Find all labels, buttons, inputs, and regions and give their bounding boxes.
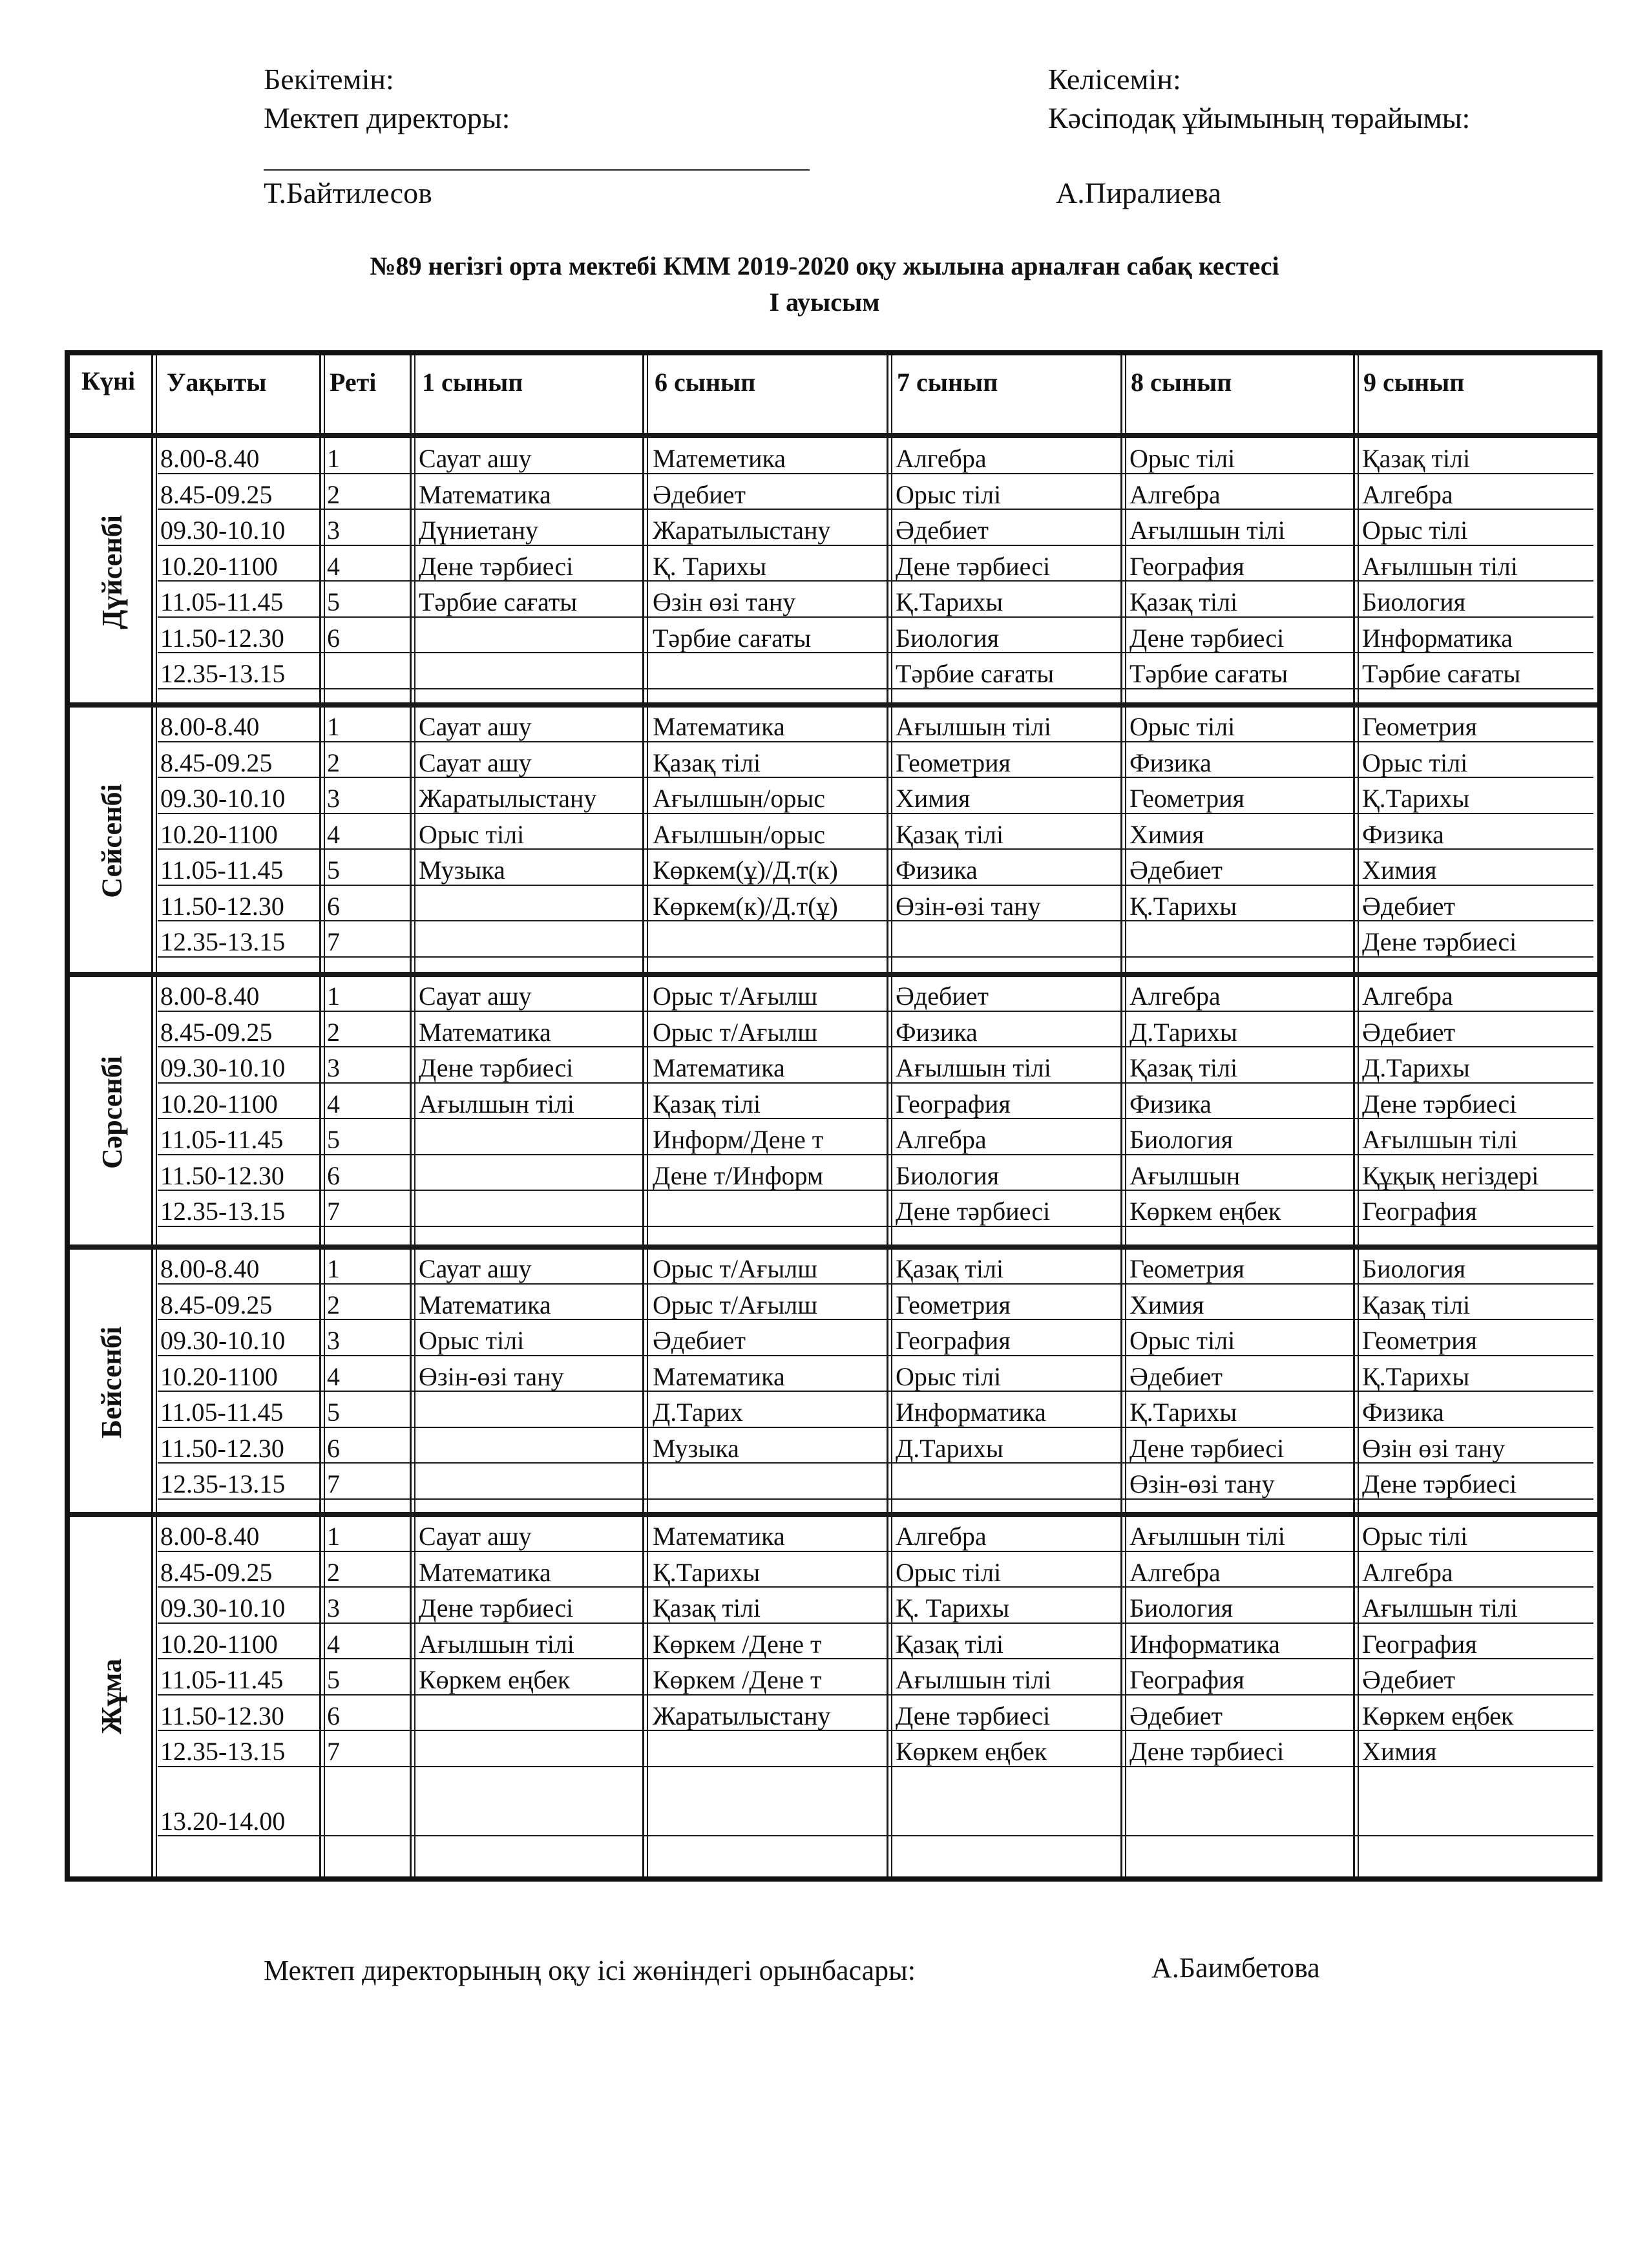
subject-cell: Дене т/Информ bbox=[653, 1160, 824, 1190]
time-cell: 10.20-1100 bbox=[160, 1361, 278, 1391]
subject-cell: Алгебра bbox=[1362, 479, 1453, 509]
director-name: Т.Байтилесов bbox=[264, 176, 432, 209]
order-cell: 2 bbox=[327, 1017, 340, 1047]
order-cell: 7 bbox=[327, 1737, 340, 1766]
subject-cell: Сауат ашу bbox=[419, 1254, 532, 1283]
order-cell: 7 bbox=[327, 1197, 340, 1226]
day-label bbox=[70, 1516, 154, 1876]
subject-cell: Музыка bbox=[653, 1433, 739, 1463]
subject-cell: Физика bbox=[1129, 748, 1212, 777]
order-cell: 2 bbox=[327, 1290, 340, 1319]
time-cell: 11.50-12.30 bbox=[160, 891, 284, 921]
subject-cell: Әдебиет bbox=[1362, 1665, 1455, 1694]
subject-cell: Қазақ тілі bbox=[653, 748, 761, 777]
subject-cell: Қазақ тілі bbox=[896, 1629, 1004, 1659]
director-role: Мектеп директоры: bbox=[264, 101, 510, 134]
time-cell: 10.20-1100 bbox=[160, 1089, 278, 1118]
subject-cell: Геометрия bbox=[896, 1290, 1011, 1319]
subject-cell: Әдебиет bbox=[1362, 891, 1455, 921]
subject-cell: Тәрбие сағаты bbox=[1129, 659, 1288, 688]
header-separator bbox=[70, 433, 1597, 438]
subject-cell: Қ.Тарихы bbox=[1129, 1398, 1237, 1427]
subject-cell: Өзін-өзі тану bbox=[896, 891, 1041, 921]
subject-cell: Ағылшын тілі bbox=[1129, 1522, 1285, 1551]
time-cell: 10.20-1100 bbox=[160, 1629, 278, 1659]
schedule-title: №89 негізгі орта мектебі КММ 2019-2020 оқу жылына арналған сабақ кестесі bbox=[370, 251, 1279, 280]
subject-cell: Сауат ашу bbox=[419, 712, 532, 741]
row-rule bbox=[158, 1118, 1593, 1119]
time-cell: 8.00-8.40 bbox=[160, 712, 260, 741]
time-cell: 09.30-10.10 bbox=[160, 516, 286, 545]
day-name: Бейсенбі bbox=[96, 1326, 128, 1438]
subject-cell: Математика bbox=[419, 1557, 551, 1587]
subject-cell: Әдебиет bbox=[653, 1326, 746, 1355]
order-cell: 5 bbox=[327, 856, 340, 885]
subject-cell: Геометрия bbox=[1362, 1326, 1477, 1355]
subject-cell: Қазақ тілі bbox=[1362, 1290, 1471, 1319]
subject-cell: Биология bbox=[1129, 1593, 1234, 1622]
subject-cell: Тәрбие сағаты bbox=[419, 587, 578, 616]
subject-cell: Математика bbox=[419, 479, 551, 509]
column-divider bbox=[156, 355, 157, 1880]
order-cell: 1 bbox=[327, 982, 340, 1011]
order-cell: 7 bbox=[327, 1469, 340, 1498]
subject-cell: Қазақ тілі bbox=[896, 1254, 1004, 1283]
order-cell: 6 bbox=[327, 1433, 340, 1463]
order-cell: 4 bbox=[327, 1629, 340, 1659]
order-cell: 5 bbox=[327, 1665, 340, 1694]
subject-cell: Сауат ашу bbox=[419, 1522, 532, 1551]
row-rule bbox=[158, 1730, 1593, 1731]
order-cell: 6 bbox=[327, 891, 340, 921]
subject-cell: Жаратылыстану bbox=[653, 1701, 831, 1730]
row-rule bbox=[158, 1319, 1593, 1320]
row-rule bbox=[158, 580, 1593, 582]
row-rule bbox=[158, 652, 1593, 653]
subject-cell: Химия bbox=[1362, 856, 1437, 885]
row-rule bbox=[158, 1154, 1593, 1155]
order-cell: 2 bbox=[327, 1557, 340, 1587]
subject-cell: Тәрбие сағаты bbox=[896, 659, 1055, 688]
subject-cell: Физика bbox=[896, 856, 978, 885]
time-cell: 11.50-12.30 bbox=[160, 623, 284, 653]
subject-cell: Орыс тілі bbox=[419, 1326, 525, 1355]
row-rule bbox=[158, 1551, 1593, 1552]
subject-cell: Сауат ашу bbox=[419, 982, 532, 1011]
row-rule bbox=[158, 1082, 1593, 1084]
subject-cell: Орыс тілі bbox=[1129, 444, 1235, 473]
approve-label: Бекітемін: bbox=[264, 63, 394, 96]
header-class-4: 8 сынып bbox=[1131, 368, 1232, 397]
row-rule bbox=[158, 1835, 1593, 1836]
subject-cell: Химия bbox=[1129, 1290, 1204, 1319]
order-cell: 1 bbox=[327, 712, 340, 741]
row-rule bbox=[158, 1427, 1593, 1428]
time-cell: 8.45-09.25 bbox=[160, 479, 273, 509]
row-rule bbox=[158, 1391, 1593, 1392]
row-rule bbox=[158, 509, 1593, 510]
day-name: Жұма bbox=[96, 1658, 128, 1734]
subject-cell: Ағылшын тілі bbox=[1362, 1125, 1518, 1154]
subject-cell: Әдебиет bbox=[1129, 1701, 1223, 1730]
subject-cell: Химия bbox=[896, 784, 971, 813]
time-cell: 8.00-8.40 bbox=[160, 1254, 260, 1283]
row-rule bbox=[158, 885, 1593, 886]
subject-cell: Математика bbox=[653, 1522, 785, 1551]
subject-cell: Алгебра bbox=[896, 1522, 987, 1551]
subject-cell: Ағылшын тілі bbox=[419, 1629, 574, 1659]
subject-cell: Әдебиет bbox=[896, 516, 989, 545]
subject-cell: Қ.Тарихы bbox=[1362, 784, 1470, 813]
time-cell: 10.20-1100 bbox=[160, 551, 278, 581]
subject-cell: Биология bbox=[1362, 587, 1466, 616]
time-cell: 11.50-12.30 bbox=[160, 1160, 284, 1190]
header-time: Уақыты bbox=[167, 368, 267, 397]
row-rule bbox=[158, 848, 1593, 850]
order-cell: 4 bbox=[327, 1361, 340, 1391]
row-rule bbox=[158, 473, 1593, 474]
subject-cell: Информатика bbox=[1362, 623, 1513, 653]
row-rule bbox=[158, 688, 1593, 689]
subject-cell: Физика bbox=[1129, 1089, 1212, 1118]
day-label bbox=[70, 976, 154, 1248]
subject-cell: Көркем еңбек bbox=[896, 1737, 1047, 1766]
subject-cell: Математика bbox=[419, 1017, 551, 1047]
schedule-table bbox=[65, 350, 1602, 1882]
subject-cell: Дене тәрбиесі bbox=[1362, 927, 1517, 956]
subject-cell: Қ.Тарихы bbox=[653, 1557, 761, 1587]
subject-cell: Әдебиет bbox=[653, 479, 746, 509]
subject-cell: Дене тәрбиесі bbox=[896, 551, 1051, 581]
subject-cell: Әдебиет bbox=[896, 982, 989, 1011]
subject-cell: География bbox=[1362, 1197, 1477, 1226]
time-cell: 8.45-09.25 bbox=[160, 1017, 273, 1047]
time-cell: 12.35-13.15 bbox=[160, 1737, 286, 1766]
header-day: Күні bbox=[81, 366, 136, 395]
subject-cell: Дене тәрбиесі bbox=[1362, 1469, 1517, 1498]
subject-cell: Алгебра bbox=[896, 1125, 987, 1154]
subject-cell: Математика bbox=[419, 1290, 551, 1319]
subject-cell: Қазақ тілі bbox=[653, 1089, 761, 1118]
row-rule bbox=[158, 777, 1593, 778]
subject-cell: Информатика bbox=[896, 1398, 1046, 1427]
subject-cell: Д.Тарихы bbox=[896, 1433, 1003, 1463]
row-rule bbox=[158, 1498, 1593, 1500]
row-rule bbox=[158, 1046, 1593, 1047]
order-cell: 5 bbox=[327, 1125, 340, 1154]
subject-cell: Көркем еңбек bbox=[419, 1665, 571, 1694]
subject-cell: Өзін-өзі тану bbox=[1129, 1469, 1275, 1498]
order-cell: 2 bbox=[327, 479, 340, 509]
row-rule bbox=[158, 545, 1593, 546]
subject-cell: Ағылшын bbox=[1129, 1160, 1241, 1190]
time-cell: 8.45-09.25 bbox=[160, 748, 273, 777]
day-name: Сейсенбі bbox=[96, 784, 128, 898]
subject-cell: География bbox=[1129, 551, 1245, 581]
subject-cell: Ағылшын/орыс bbox=[653, 784, 825, 813]
subject-cell: Орыс тілі bbox=[896, 1557, 1002, 1587]
subject-cell: Көркем(к)/Д.т(ұ) bbox=[653, 891, 838, 921]
subject-cell: Физика bbox=[896, 1017, 978, 1047]
subject-cell: Ағылшын тілі bbox=[1362, 551, 1518, 581]
time-cell: 11.05-11.45 bbox=[160, 1665, 284, 1694]
time-cell: 8.00-8.40 bbox=[160, 982, 260, 1011]
order-cell: 3 bbox=[327, 1593, 340, 1622]
row-rule bbox=[158, 1190, 1593, 1191]
subject-cell: Сауат ашу bbox=[419, 444, 532, 473]
subject-cell: Биология bbox=[1129, 1125, 1234, 1154]
shift-label: І ауысым bbox=[769, 288, 880, 317]
subject-cell: Математика bbox=[653, 712, 785, 741]
subject-cell: Матеметика bbox=[653, 444, 786, 473]
subject-cell: Дене тәрбиесі bbox=[1129, 623, 1285, 653]
subject-cell: Сауат ашу bbox=[419, 748, 532, 777]
row-rule bbox=[158, 1355, 1593, 1356]
subject-cell: Орыс тілі bbox=[1362, 1522, 1468, 1551]
time-cell: 09.30-10.10 bbox=[160, 1053, 286, 1082]
header-class-1: 1 сынып bbox=[422, 368, 523, 397]
subject-cell: Қ. Тарихы bbox=[896, 1593, 1010, 1622]
subject-cell: Ағылшын тілі bbox=[896, 1665, 1051, 1694]
order-cell: 1 bbox=[327, 1522, 340, 1551]
order-cell: 1 bbox=[327, 444, 340, 473]
subject-cell: Жаратылыстану bbox=[419, 784, 597, 813]
time-cell: 10.20-1100 bbox=[160, 819, 278, 849]
subject-cell: Дене тәрбиесі bbox=[419, 1053, 574, 1082]
subject-cell: Дене тәрбиесі bbox=[896, 1197, 1051, 1226]
time-cell: 8.45-09.25 bbox=[160, 1290, 273, 1319]
subject-cell: Дене тәрбиесі bbox=[419, 1593, 574, 1622]
subject-cell: Орыс тілі bbox=[1129, 1326, 1235, 1355]
time-cell: 13.20-14.00 bbox=[160, 1806, 286, 1836]
subject-cell: Д.Тарих bbox=[653, 1398, 743, 1427]
subject-cell: Алгебра bbox=[1362, 1557, 1453, 1587]
subject-cell: Дүниетану bbox=[419, 516, 538, 545]
time-cell: 09.30-10.10 bbox=[160, 784, 286, 813]
day-separator bbox=[70, 702, 1597, 708]
subject-cell: Биология bbox=[1362, 1254, 1466, 1283]
subject-cell: Әдебиет bbox=[1129, 856, 1223, 885]
subject-cell: География bbox=[1129, 1665, 1245, 1694]
subject-cell: Дене тәрбиесі bbox=[896, 1701, 1051, 1730]
subject-cell: Дене тәрбиесі bbox=[1129, 1737, 1285, 1766]
subject-cell: Музыка bbox=[419, 856, 505, 885]
row-rule bbox=[158, 1658, 1593, 1659]
subject-cell: Қ.Тарихы bbox=[1129, 891, 1237, 921]
row-rule bbox=[158, 920, 1593, 921]
subject-cell: Д.Тарихы bbox=[1362, 1053, 1470, 1082]
subject-cell: Математика bbox=[653, 1361, 785, 1391]
subject-cell: Математика bbox=[653, 1053, 785, 1082]
subject-cell: Тәрбие сағаты bbox=[1362, 659, 1521, 688]
subject-cell: Информ/Дене т bbox=[653, 1125, 824, 1154]
time-cell: 12.35-13.15 bbox=[160, 1197, 286, 1226]
time-cell: 11.05-11.45 bbox=[160, 856, 284, 885]
day-separator bbox=[70, 972, 1597, 977]
subject-cell: Қазақ тілі bbox=[1362, 444, 1471, 473]
order-cell: 3 bbox=[327, 1326, 340, 1355]
subject-cell: Орыс тілі bbox=[896, 479, 1002, 509]
day-separator bbox=[70, 1512, 1597, 1517]
subject-cell: Дене тәрбиесі bbox=[419, 551, 574, 581]
subject-cell: Биология bbox=[896, 623, 1000, 653]
subject-cell: Құқық негіздері bbox=[1362, 1160, 1539, 1190]
order-cell: 3 bbox=[327, 1053, 340, 1082]
header-class-2: 6 сынып bbox=[655, 368, 756, 397]
row-rule bbox=[158, 1226, 1593, 1227]
row-rule bbox=[158, 1766, 1593, 1767]
subject-cell: Алгебра bbox=[1129, 982, 1221, 1011]
subject-cell: Көркем /Дене т bbox=[653, 1665, 822, 1694]
subject-cell: Геометрия bbox=[1362, 712, 1477, 741]
time-cell: 11.50-12.30 bbox=[160, 1433, 284, 1463]
signature-line bbox=[264, 169, 810, 171]
row-rule bbox=[158, 616, 1593, 618]
subject-cell: Жаратылыстану bbox=[653, 516, 831, 545]
subject-cell: Қазақ тілі bbox=[1129, 1053, 1238, 1082]
union-role: Кәсіподақ ұйымының төрайымы: bbox=[1048, 101, 1471, 134]
subject-cell: Ағылшын тілі bbox=[1129, 516, 1285, 545]
subject-cell: География bbox=[896, 1326, 1011, 1355]
subject-cell: Көркем еңбек bbox=[1362, 1701, 1514, 1730]
subject-cell: Орыс т/Ағылш bbox=[653, 1290, 818, 1319]
subject-cell: Қ.Тарихы bbox=[896, 587, 1003, 616]
subject-cell: Орыс т/Ағылш bbox=[653, 1017, 818, 1047]
subject-cell: Геометрия bbox=[896, 748, 1011, 777]
time-cell: 8.45-09.25 bbox=[160, 1557, 273, 1587]
order-cell: 7 bbox=[327, 927, 340, 956]
time-cell: 8.00-8.40 bbox=[160, 444, 260, 473]
subject-cell: Тәрбие сағаты bbox=[653, 623, 812, 653]
row-rule bbox=[158, 1694, 1593, 1696]
subject-cell: Дене тәрбиесі bbox=[1129, 1433, 1285, 1463]
subject-cell: Орыс тілі bbox=[1362, 748, 1468, 777]
subject-cell: Физика bbox=[1362, 1398, 1444, 1427]
subject-cell: Өзін өзі тану bbox=[1362, 1433, 1506, 1463]
subject-cell: Алгебра bbox=[1129, 1557, 1221, 1587]
subject-cell: Информатика bbox=[1129, 1629, 1280, 1659]
order-cell: 1 bbox=[327, 1254, 340, 1283]
time-cell: 09.30-10.10 bbox=[160, 1593, 286, 1622]
subject-cell: Әдебиет bbox=[1362, 1017, 1455, 1047]
header-class-5: 9 сынып bbox=[1363, 368, 1465, 397]
subject-cell: Қ. Тарихы bbox=[653, 551, 767, 581]
subject-cell: Көркем /Дене т bbox=[653, 1629, 822, 1659]
order-cell: 3 bbox=[327, 784, 340, 813]
time-cell: 12.35-13.15 bbox=[160, 927, 286, 956]
day-name: Дүйсенбі bbox=[96, 515, 128, 629]
subject-cell: Ағылшын тілі bbox=[896, 712, 1051, 741]
order-cell: 6 bbox=[327, 1160, 340, 1190]
day-label bbox=[70, 1248, 154, 1516]
subject-cell: Алгебра bbox=[1362, 982, 1453, 1011]
time-cell: 09.30-10.10 bbox=[160, 1326, 286, 1355]
subject-cell: Орыс тілі bbox=[896, 1361, 1002, 1391]
subject-cell: Көркем еңбек bbox=[1129, 1197, 1281, 1226]
time-cell: 12.35-13.15 bbox=[160, 1469, 286, 1498]
order-cell: 4 bbox=[327, 551, 340, 581]
order-cell: 4 bbox=[327, 819, 340, 849]
order-cell: 4 bbox=[327, 1089, 340, 1118]
subject-cell: Өзін өзі тану bbox=[653, 587, 796, 616]
subject-cell: Өзін-өзі тану bbox=[419, 1361, 564, 1391]
time-cell: 12.35-13.15 bbox=[160, 659, 286, 688]
time-cell: 11.05-11.45 bbox=[160, 1398, 284, 1427]
subject-cell: Ағылшын тілі bbox=[896, 1053, 1051, 1082]
time-cell: 11.50-12.30 bbox=[160, 1701, 284, 1730]
time-cell: 11.05-11.45 bbox=[160, 1125, 284, 1154]
agree-label: Келісемін: bbox=[1048, 63, 1181, 96]
order-cell: 2 bbox=[327, 748, 340, 777]
day-name: Сәрсенбі bbox=[96, 1055, 128, 1169]
subject-cell: Орыс тілі bbox=[419, 819, 525, 849]
subject-cell: Ағылшын тілі bbox=[419, 1089, 574, 1118]
subject-cell: Орыс тілі bbox=[1129, 712, 1235, 741]
subject-cell: Орыс тілі bbox=[1362, 516, 1468, 545]
deputy-role: Мектеп директорының оқу ісі жөніндегі орынбасары: bbox=[264, 1955, 916, 1986]
subject-cell: География bbox=[896, 1089, 1011, 1118]
subject-cell: Алгебра bbox=[1129, 479, 1221, 509]
row-rule bbox=[158, 741, 1593, 742]
row-rule bbox=[158, 1283, 1593, 1285]
day-separator bbox=[70, 1244, 1597, 1250]
subject-cell: Көркем(ұ)/Д.т(к) bbox=[653, 856, 838, 885]
subject-cell: Химия bbox=[1129, 819, 1204, 849]
day-label bbox=[70, 438, 154, 706]
subject-cell: Алгебра bbox=[896, 444, 987, 473]
subject-cell: Қ.Тарихы bbox=[1362, 1361, 1470, 1391]
subject-cell: Д.Тарихы bbox=[1129, 1017, 1237, 1047]
order-cell: 6 bbox=[327, 1701, 340, 1730]
subject-cell: Қазақ тілі bbox=[896, 819, 1004, 849]
subject-cell: Геометрия bbox=[1129, 784, 1245, 813]
subject-cell: Орыс т/Ағылш bbox=[653, 1254, 818, 1283]
union-name: А.Пиралиева bbox=[1056, 176, 1221, 209]
subject-cell: Қазақ тілі bbox=[653, 1593, 761, 1622]
subject-cell: Орыс т/Ағылш bbox=[653, 982, 818, 1011]
time-cell: 8.00-8.40 bbox=[160, 1522, 260, 1551]
subject-cell: Ағылшын тілі bbox=[1362, 1593, 1518, 1622]
order-cell: 5 bbox=[327, 587, 340, 616]
row-rule bbox=[158, 813, 1593, 814]
subject-cell: География bbox=[1362, 1629, 1477, 1659]
subject-cell: Геометрия bbox=[1129, 1254, 1245, 1283]
order-cell: 3 bbox=[327, 516, 340, 545]
subject-cell: Физика bbox=[1362, 819, 1444, 849]
subject-cell: Ағылшын/орыс bbox=[653, 819, 825, 849]
order-cell: 5 bbox=[327, 1398, 340, 1427]
row-rule bbox=[158, 1622, 1593, 1624]
day-label bbox=[70, 706, 154, 976]
order-cell: 6 bbox=[327, 623, 340, 653]
time-cell: 11.05-11.45 bbox=[160, 587, 284, 616]
row-rule bbox=[158, 1586, 1593, 1588]
row-rule bbox=[158, 1462, 1593, 1464]
row-rule bbox=[158, 956, 1593, 958]
subject-cell: Әдебиет bbox=[1129, 1361, 1223, 1391]
subject-cell: Қазақ тілі bbox=[1129, 587, 1238, 616]
subject-cell: Биология bbox=[896, 1160, 1000, 1190]
subject-cell: Дене тәрбиесі bbox=[1362, 1089, 1517, 1118]
row-rule bbox=[158, 1011, 1593, 1012]
header-class-3: 7 сынып bbox=[897, 368, 998, 397]
deputy-name: А.Баимбетова bbox=[1151, 1952, 1320, 1984]
header-order: Реті bbox=[330, 368, 377, 397]
subject-cell: Химия bbox=[1362, 1737, 1437, 1766]
